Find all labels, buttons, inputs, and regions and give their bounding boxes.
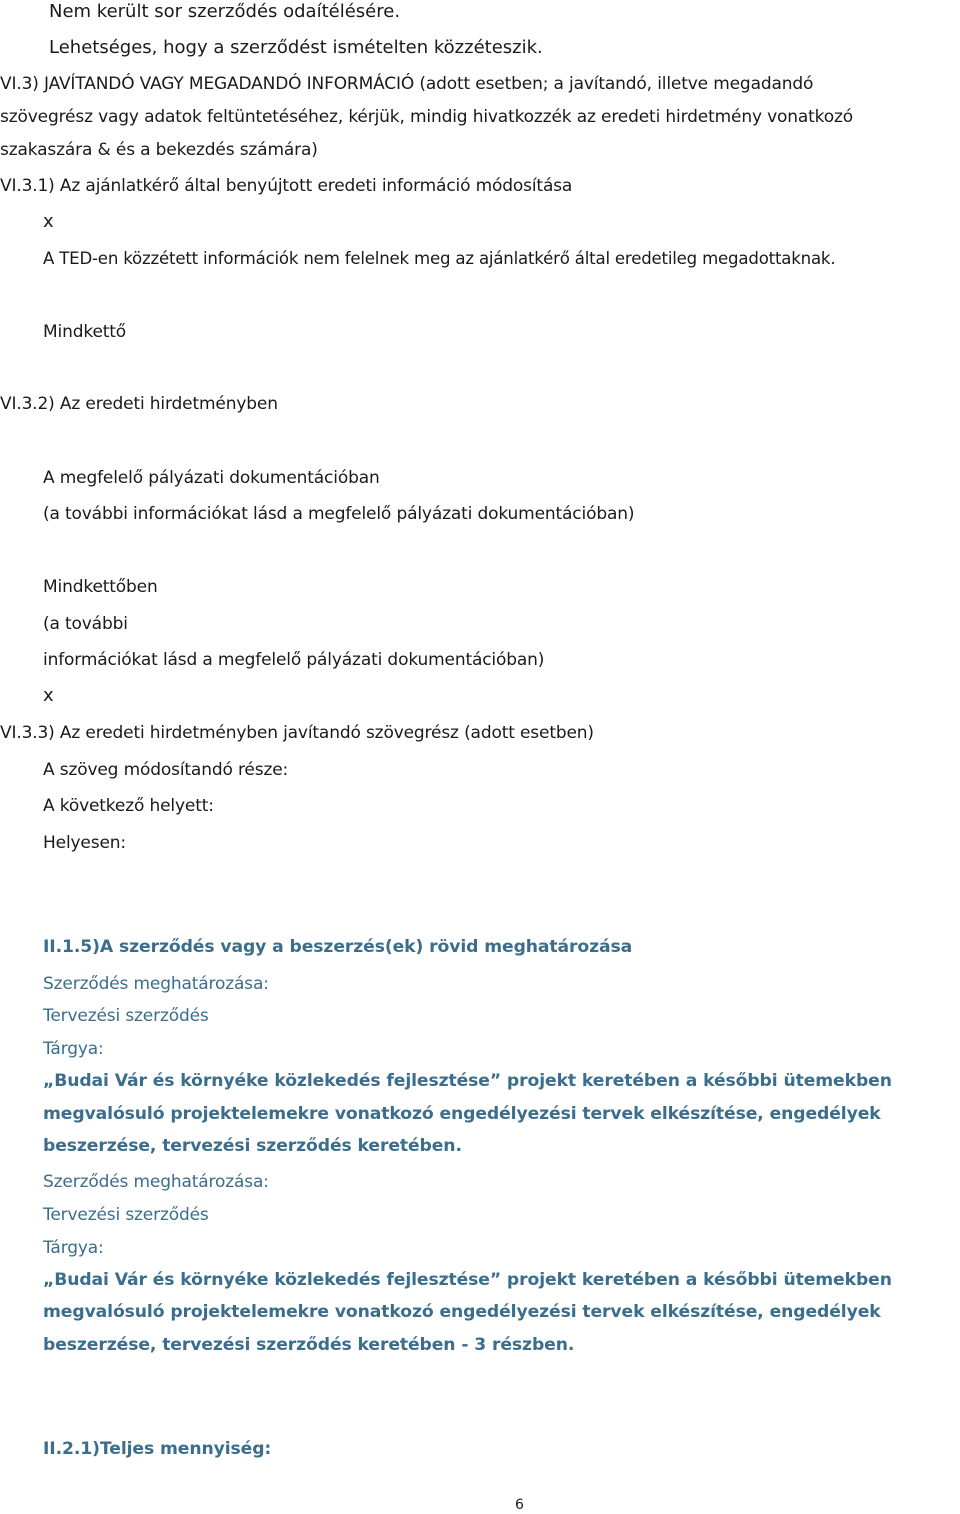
- contract-type-1: Tervezési szerződés: [43, 1006, 209, 1026]
- section-ii21-heading: II.2.1)Teljes mennyiség:: [43, 1439, 272, 1459]
- text-further: (a további: [43, 614, 128, 634]
- text-correctly: Helyesen:: [43, 833, 126, 853]
- text-instead-of: A következő helyett:: [43, 796, 214, 816]
- subject-text-2-line3: beszerzése, tervezési szerződés keretében - 3 részben.: [43, 1335, 575, 1355]
- subject-label-1: Tárgya:: [43, 1039, 104, 1059]
- section-vi3-heading: VI.3) JAVÍTANDÓ VAGY MEGADANDÓ INFORMÁCIÓ (adott esetben; a javítandó, illetve megadandó: [0, 74, 814, 94]
- subject-text-2-line2: megvalósuló projektelemekre vonatkozó engedélyezési tervek elkészítése, engedélyek: [43, 1302, 881, 1322]
- subject-text-2-line1: „Budai Vár és környéke közlekedés fejlesztése” projekt keretében a későbbi ütemekben: [43, 1270, 892, 1290]
- subject-text-1-line2: megvalósuló projektelemekre vonatkozó engedélyezési tervek elkészítése, engedélyek: [43, 1104, 881, 1124]
- section-vi33-heading: VI.3.3) Az eredeti hirdetményben javítandó szövegrész (adott esetben): [0, 723, 594, 743]
- subject-label-2: Tárgya:: [43, 1238, 104, 1258]
- checkbox-mark-1: x: [43, 211, 54, 232]
- text-in-documentation: A megfelelő pályázati dokumentációban: [43, 468, 380, 488]
- checkbox-mark-2: x: [43, 685, 54, 706]
- subject-text-1-line1: „Budai Vár és környéke közlekedés fejlesztése” projekt keretében a későbbi ütemekben: [43, 1071, 892, 1091]
- text-see-documentation: (a további információkat lásd a megfelelő pályázati dokumentációban): [43, 504, 635, 524]
- page-number: 6: [515, 1497, 524, 1513]
- text-not-awarded: Nem került sor szerződés odaítélésére.: [49, 1, 401, 22]
- text-both: Mindkettő: [43, 322, 127, 342]
- text-part-to-modify: A szöveg módosítandó része:: [43, 760, 289, 780]
- section-vi32-heading: VI.3.2) Az eredeti hirdetményben: [0, 394, 278, 414]
- contract-definition-label-2: Szerződés meghatározása:: [43, 1172, 269, 1192]
- contract-type-2: Tervezési szerződés: [43, 1205, 209, 1225]
- text-in-both: Mindkettőben: [43, 577, 158, 597]
- section-vi3-heading-line3: szakaszára & és a bekezdés számára): [0, 140, 318, 160]
- text-may-republish: Lehetséges, hogy a szerződést ismételten közzéteszik.: [49, 37, 543, 58]
- section-ii15-heading: II.1.5)A szerződés vagy a beszerzés(ek) rövid meghatározása: [43, 937, 633, 957]
- text-ted-mismatch: A TED-en közzétett információk nem felelnek meg az ajánlatkérő által eredetileg megadottaknak.: [43, 249, 836, 268]
- section-vi31-heading: VI.3.1) Az ajánlatkérő által benyújtott eredeti információ módosítása: [0, 176, 573, 196]
- section-vi3-heading-line2: szövegrész vagy adatok feltüntetéséhez, kérjük, mindig hivatkozzék az eredeti hirdetmény vonatkozó: [0, 107, 854, 127]
- subject-text-1-line3: beszerzése, tervezési szerződés keretében.: [43, 1136, 462, 1156]
- contract-definition-label-1: Szerződés meghatározása:: [43, 974, 269, 994]
- text-further-info: információkat lásd a megfelelő pályázati dokumentációban): [43, 650, 545, 670]
